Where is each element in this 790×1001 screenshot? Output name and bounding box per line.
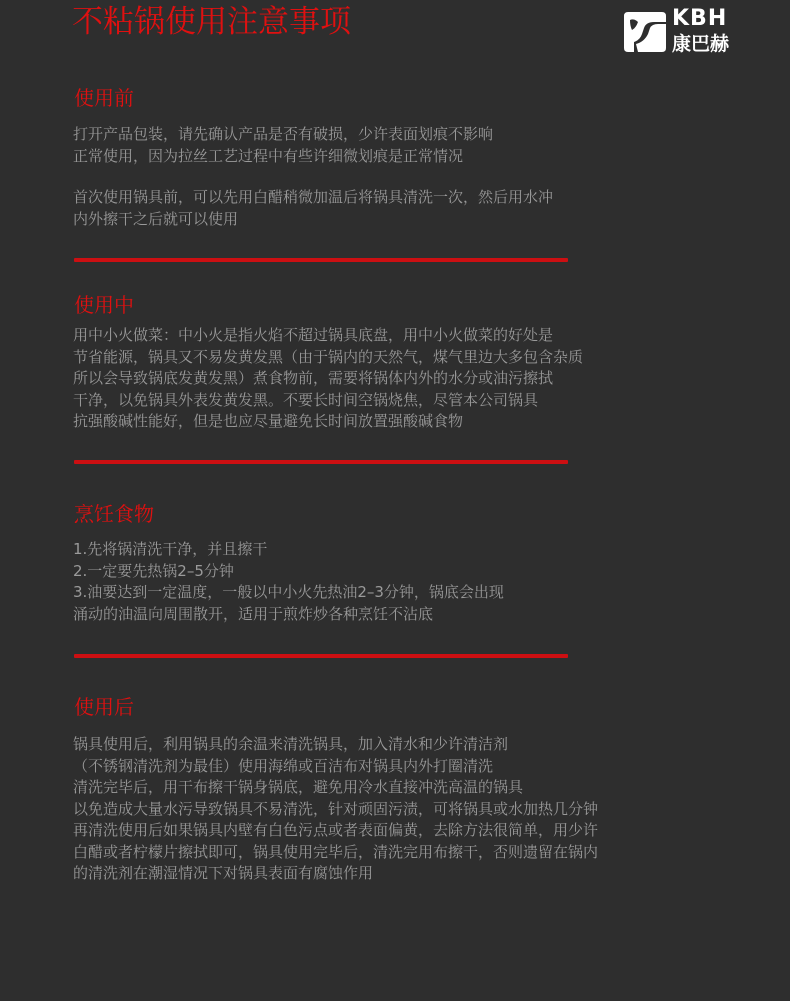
text-line: 的清洗剂在潮湿情况下对锅具表面有腐蚀作用 bbox=[73, 864, 374, 882]
brand-chinese-name: 康巴赫 bbox=[672, 33, 730, 55]
text-line: 节省能源，锅具又不易发黄发黑（由于锅内的天然气，煤气里边大多包含杂质 bbox=[73, 347, 584, 366]
text-line: 抗强酸碱性能好，但是也应尽量避免长时间放置强酸碱食物 bbox=[73, 412, 464, 430]
brand-logo bbox=[620, 8, 750, 56]
text-line: 清洗完毕后，用干布擦干锅身锅底，避免用冷水直接冲洗高温的锅具 bbox=[73, 778, 524, 796]
text-line: 以免造成大量水污导致锅具不易清洗，针对顽固污渍，可将锅具或水加热几分钟 bbox=[73, 799, 599, 818]
text-line: 正常使用，因为拉丝工艺过程中有些许细微划痕是正常情况 bbox=[73, 146, 464, 165]
text-line: 用中小火做菜：中小火是指火焰不超过锅具底盘，用中小火做菜的好处是 bbox=[73, 326, 554, 344]
brand-latin-name: KBH bbox=[672, 6, 728, 31]
text-line: 1.先将锅清洗干净，并且擦干 bbox=[73, 540, 268, 558]
text-line: 2.一定要先热锅2–5分钟 bbox=[73, 561, 234, 580]
text-line: （不锈钢清洗剂为最佳）使用海绵或百洁布对锅具内外打圈清洗 bbox=[73, 756, 494, 775]
text-line: 3.油要达到一定温度，一般以中小火先热油2–3分钟，锅底会出现 bbox=[73, 583, 504, 601]
text-line: 内外擦干之后就可以使用 bbox=[73, 209, 239, 228]
paragraph bbox=[73, 734, 598, 885]
section-heading-cooking: 烹饪食物 bbox=[74, 502, 154, 526]
text-line: 干净，以免锅具外表发黄发黑。不要长时间空锅烧焦，尽管本公司锅具 bbox=[73, 390, 539, 409]
text-line: 再清洗使用后如果锅具内壁有白色污点或者表面偏黄，去除方法很简单，用少许 bbox=[73, 821, 599, 839]
paragraph bbox=[73, 325, 583, 433]
section-heading-before-use: 使用前 bbox=[74, 86, 134, 110]
page-title: 不粘锅使用注意事项 bbox=[72, 4, 351, 40]
section-heading-after-use: 使用后 bbox=[74, 695, 134, 719]
paragraph bbox=[73, 539, 504, 625]
paragraph bbox=[73, 187, 553, 230]
section-divider bbox=[74, 460, 568, 464]
section-divider bbox=[74, 258, 568, 262]
text-line: 打开产品包装，请先确认产品是否有破损，少许表面划痕不影响 bbox=[73, 125, 494, 143]
section-divider bbox=[74, 654, 568, 658]
brand-mark-icon bbox=[620, 8, 668, 56]
text-line: 涌动的油温向周围散开，适用于煎炸炒各种烹饪不沾底 bbox=[73, 604, 434, 623]
paragraph bbox=[73, 124, 493, 167]
text-line: 首次使用锅具前，可以先用白醋稍微加温后将锅具清洗一次，然后用水冲 bbox=[73, 188, 554, 206]
text-line: 锅具使用后，利用锅具的余温来清洗锅具，加入清水和少许清洁剂 bbox=[73, 735, 509, 753]
section-heading-during-use: 使用中 bbox=[74, 293, 134, 317]
text-line: 所以会导致锅底发黄发黑）煮食物前，需要将锅体内外的水分或油污擦拭 bbox=[73, 369, 554, 387]
text-line: 白醋或者柠檬片擦拭即可，锅具使用完毕后，清洗完用布擦干，否则遗留在锅内 bbox=[73, 842, 599, 861]
